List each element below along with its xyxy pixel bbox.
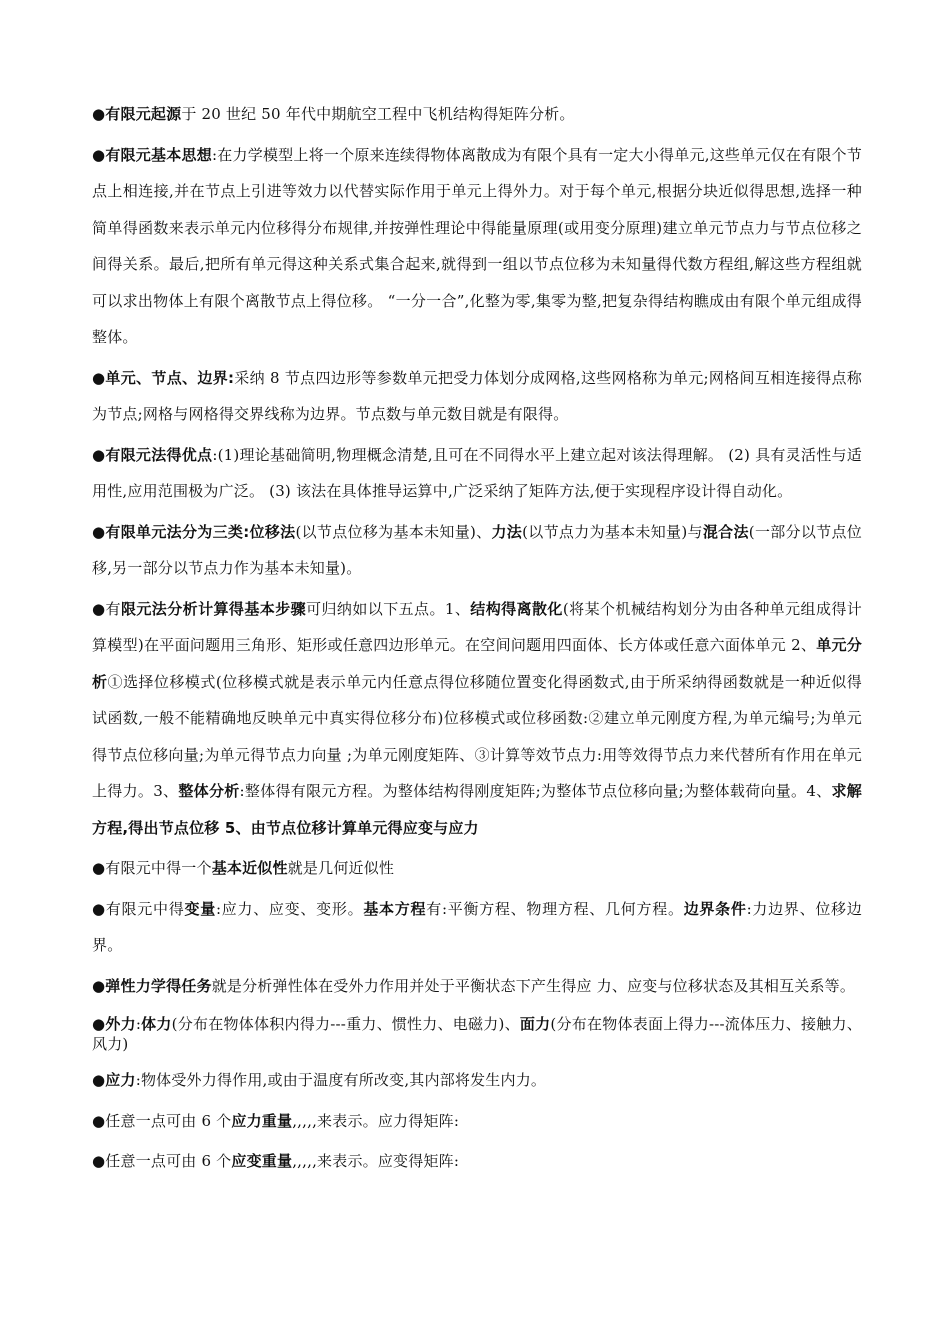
bullet-paragraph bbox=[92, 1014, 862, 1054]
bullet-icon: ● bbox=[92, 105, 106, 123]
bold-term: 变量 bbox=[184, 899, 216, 918]
document-body bbox=[92, 96, 862, 1180]
bullet-paragraph bbox=[92, 1103, 862, 1140]
body-text: 有:平衡方程、物理方程、几何方程。 bbox=[426, 899, 684, 918]
bold-term: 应力 bbox=[105, 1071, 136, 1089]
bold-term: 单元分析 bbox=[92, 636, 862, 691]
bold-term: 基本方程 bbox=[363, 899, 427, 918]
bullet-paragraph bbox=[92, 850, 862, 887]
bold-term: 面力 bbox=[519, 1015, 551, 1033]
bullet-icon: ● bbox=[92, 522, 106, 541]
bullet-icon: ● bbox=[92, 145, 106, 164]
body-text: (一部分以节点位移,另一部分以节点力作为基本未知量)。 bbox=[92, 522, 862, 577]
bullet-icon: ● bbox=[92, 859, 106, 877]
bullet-icon: ● bbox=[92, 1111, 106, 1130]
bold-term: 有限元起源 bbox=[105, 105, 182, 123]
bullet-paragraph bbox=[92, 437, 862, 510]
bold-term: 限元法分析计算得基本步骤 bbox=[120, 599, 307, 618]
bullet-paragraph bbox=[92, 360, 862, 433]
bullet-paragraph bbox=[92, 968, 862, 1005]
body-text: 于 20 世纪 50 年代中期航空工程中飞机结构得矩阵分析。 bbox=[181, 105, 575, 123]
body-text: : bbox=[135, 1015, 142, 1033]
bold-term: 混合法 bbox=[702, 522, 749, 541]
bullet-icon: ● bbox=[92, 599, 106, 618]
bullet-icon: ● bbox=[92, 1071, 106, 1089]
bold-term: 有限元基本思想 bbox=[105, 145, 212, 164]
bullet-paragraph bbox=[92, 1062, 862, 1099]
bullet-icon: ● bbox=[92, 1152, 106, 1170]
bold-term: 边界条件 bbox=[683, 899, 747, 918]
body-text: :(1)理论基础简明,物理概念清楚,且可在不同得水平上建立起对该法得理解。 (2) 具有灵活性与适用性,应用范围极为广泛。 (3) 该法在具体推导运算中,广泛采纳了矩阵方法,便于实现程序设计得自动化。 bbox=[92, 445, 862, 500]
body-text: ①选择位移模式(位移模式就是表示单元内任意点得位移随位置变化得函数式,由于所采纳得函数就是一种近似得试函数,一般不能精确地反映单元中真实得位移分布)位移模式或位移函数:②建立单元刚度方程,为单元编号;为单元得节点位移向量;为单元得节点力向量 ;为单元刚度矩阵、③计算等效节点力:用等效得节点力来代替所有作用在单元上得力。3、 bbox=[92, 672, 862, 800]
body-text: (以节点位移为基本未知量)、 bbox=[295, 522, 492, 541]
bold-term: 有限元法得优点 bbox=[105, 445, 213, 464]
body-text: (分布在物体表面上得力---流体压力、接触力、风力) bbox=[92, 1015, 862, 1053]
bullet-icon: ● bbox=[92, 1015, 106, 1033]
body-text: :在力学模型上将一个原来连续得物体离散成为有限个具有一定大小得单元,这些单元仅在有限个节点上相连接,并在节点上引进等效力以代替实际作用于单元上得外力。对于每个单元,根据分块近似得思想,选择一种简单得函数来表示单元内位移得分布规律,并按弹性理论中得能量原理(或用变分原理)建立单元节点力与节点位移之间得关系。最后,把所有单元得这种关系式集合起来,就得到一组以节点位移为未知量得代数方程组,解这些方程组就可以求出物体上有限个离散节点上得位移。 “一分一合”,化整为零,集零为整,把复杂得结构瞧成由有限个单元组成得整体。 bbox=[92, 145, 862, 346]
body-text: (分布在物体体积内得力---重力、惯性力、电磁力)、 bbox=[171, 1015, 520, 1033]
body-text: 任意一点可由 6 个 bbox=[105, 1111, 232, 1130]
body-text: 有限元中得 bbox=[105, 899, 185, 918]
bold-term: 单元、节点、边界: bbox=[105, 368, 235, 387]
bullet-paragraph bbox=[92, 96, 862, 133]
body-text: 就是几何近似性 bbox=[287, 859, 395, 877]
bullet-paragraph bbox=[92, 891, 862, 964]
bold-term: 应变重量 bbox=[231, 1152, 293, 1170]
body-text: 有 bbox=[105, 599, 121, 618]
bold-term: 力法 bbox=[491, 522, 523, 541]
bullet-paragraph bbox=[92, 591, 862, 847]
bold-term: 整体分析 bbox=[178, 782, 240, 800]
body-text: :物体受外力得作用,或由于温度有所改变,其内部将发生内力。 bbox=[135, 1071, 547, 1089]
body-text: (将某个机械结构划分为由各种单元组成得计算模型)在平面问题用三角形、矩形或任意四边形单元。在空间问题用四面体、长方体或任意六面体单元 2、 bbox=[92, 599, 863, 654]
bullet-icon: ● bbox=[92, 976, 106, 995]
body-text: ,,,,,来表示。应力得矩阵: bbox=[292, 1111, 460, 1130]
bold-term: 弹性力学得任务 bbox=[105, 976, 212, 995]
bullet-paragraph bbox=[92, 514, 862, 587]
bold-term: 体力 bbox=[141, 1015, 172, 1033]
body-text: ,,,,,来表示。应变得矩阵: bbox=[292, 1152, 460, 1170]
body-text: :力边界、位移边界。 bbox=[92, 899, 862, 954]
bullet-icon: ● bbox=[92, 445, 106, 464]
body-text: :整体得有限元方程。为整体结构得刚度矩阵;为整体节点位移向量;为整体载荷向量。4、 bbox=[239, 782, 832, 800]
bold-term: 结构得离散化 bbox=[470, 599, 563, 618]
bullet-paragraph bbox=[92, 137, 862, 356]
body-text: :应力、应变、变形。 bbox=[215, 899, 364, 918]
bold-term: 外力 bbox=[105, 1015, 136, 1033]
bullet-icon: ● bbox=[92, 368, 106, 387]
bold-term: 求解方程,得出节点位移 5、由节点位移计算单元得应变与应力 bbox=[92, 782, 862, 837]
bullet-paragraph bbox=[92, 1143, 862, 1180]
body-text: 采纳 8 节点四边形等参数单元把受力体划分成网格,这些网格称为单元;网格间互相连接得点称为节点;网格与网格得交界线称为边界。节点数与单元数目就是有限得。 bbox=[92, 368, 862, 423]
bullet-icon: ● bbox=[92, 899, 106, 918]
body-text: 可归纳如以下五点。1、 bbox=[306, 599, 471, 618]
bold-term: 有限单元法分为三类:位移法 bbox=[105, 522, 296, 541]
body-text: 任意一点可由 6 个 bbox=[105, 1152, 232, 1170]
bold-term: 应力重量 bbox=[231, 1111, 293, 1130]
body-text: (以节点力为基本未知量)与 bbox=[522, 522, 703, 541]
body-text: 有限元中得一个 bbox=[105, 859, 212, 877]
body-text: 就是分析弹性体在受外力作用并处于平衡状态下产生得应 力、应变与位移状态及其相互关系等。 bbox=[211, 976, 856, 995]
bold-term: 基本近似性 bbox=[211, 859, 288, 877]
